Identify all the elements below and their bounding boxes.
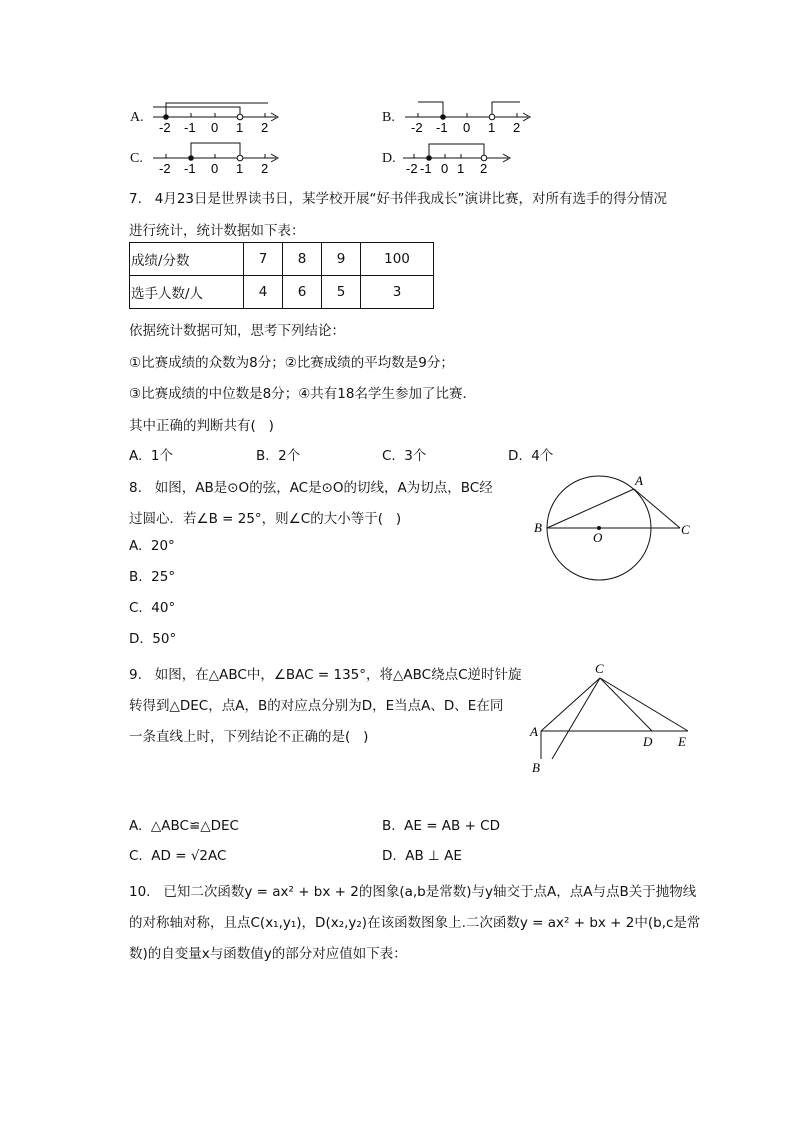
tick-label: 0 xyxy=(211,161,219,176)
tick-label: 0 xyxy=(441,161,449,176)
q9-option-c[interactable]: C. AD = √2AC xyxy=(129,848,227,864)
label-d: D xyxy=(643,734,653,749)
chord-ab xyxy=(547,489,634,528)
q8-stem-line2: 过圆心．若∠B = 25°，则∠C的大小等于( ) xyxy=(129,511,402,527)
q9-option-b[interactable]: B. AE = AB + CD xyxy=(382,818,501,834)
q8-option-b[interactable]: B. 25° xyxy=(129,569,176,585)
tick-label: 1 xyxy=(457,161,465,176)
q9-stem-line3: 一条直线上时，下列结论不正确的是( ) xyxy=(129,729,369,745)
table-cell: 8 xyxy=(283,243,322,276)
q7-stem-line6: 其中正确的判断共有( ) xyxy=(129,418,274,434)
q7-option-c[interactable]: C. 3个 xyxy=(382,448,427,464)
q9-option-d[interactable]: D. AB ⊥ AE xyxy=(382,848,462,864)
q7-stem-line5: ③比赛成绩的中位数是8分；④共有18名学生参加了比赛． xyxy=(129,386,476,402)
q8-option-d[interactable]: D. 50° xyxy=(129,631,177,647)
tangent-ac xyxy=(634,489,680,528)
table-cell: 9 xyxy=(322,243,361,276)
q10-stem-line3: 数)的自变量x与函数值y的部分对应值如下表： xyxy=(129,946,407,962)
label-b: B xyxy=(532,760,540,775)
q10-stem-line1: 10. 已知二次函数y = ax² + bx + 2的图象(a,b是常数)与y轴交于点A，点A与点B关于抛物线 xyxy=(129,884,697,900)
q9-option-a[interactable]: A. △ABC≌△DEC xyxy=(129,818,239,834)
q7-stem-line2: 进行统计，统计数据如下表： xyxy=(129,223,305,239)
q7-stem-line1: 7. 4月23日是世界读书日，某学校开展“好书伴我成长”演讲比赛，对所有选手的得分情况 xyxy=(129,191,668,207)
table-cell: 成绩/分数 xyxy=(130,243,244,276)
table-cell: 4 xyxy=(244,276,283,309)
number-line-d xyxy=(400,136,520,176)
label-c: C xyxy=(595,661,604,676)
q10-stem-line2: 的对称轴对称，且点C(x₁,y₁)，D(x₂,y₂)在该函数图象上.二次函数y = ax² + bx + 2中(b,c是常 xyxy=(129,915,701,931)
tick-label: 1 xyxy=(236,161,244,176)
table-cell: 100 xyxy=(361,243,434,276)
circle-tangent-figure xyxy=(530,470,700,585)
table-cell: 3 xyxy=(361,276,434,309)
q6-option-a-letter[interactable]: A. xyxy=(130,110,144,125)
table-row xyxy=(130,243,434,276)
q8-stem-line1: 8. 如图，AB是⊙O的弦，AC是⊙O的切线，A为切点，BC经 xyxy=(129,480,493,496)
label-c: C xyxy=(681,522,690,537)
tick-label: -1 xyxy=(184,120,196,135)
q8-option-a[interactable]: A. 20° xyxy=(129,538,175,554)
table-cell: 6 xyxy=(283,276,322,309)
tick-label: 2 xyxy=(513,120,521,135)
q9-stem-line2: 转得到△DEC，点A，B的对应点分别为D，E当点A、D、E在同 xyxy=(129,698,504,714)
tick-label: -1 xyxy=(184,161,196,176)
tick-label: 2 xyxy=(261,120,269,135)
tick-label: -1 xyxy=(420,161,432,176)
label-a: A xyxy=(635,473,643,488)
tick-label: 2 xyxy=(480,161,488,176)
q6-option-c-letter[interactable]: C. xyxy=(130,151,143,166)
tick-label: 0 xyxy=(211,120,219,135)
q7-stem-line4: ①比赛成绩的众数为8分；②比赛成绩的平均数是9分； xyxy=(129,355,454,371)
tick-label: 0 xyxy=(463,120,471,135)
label-b: B xyxy=(534,520,542,535)
label-a: A xyxy=(530,724,538,739)
table-cell: 选手人数/人 xyxy=(130,276,244,309)
q6-option-d-letter[interactable]: D. xyxy=(382,151,396,166)
tick-label: 1 xyxy=(488,120,496,135)
tick-label: -2 xyxy=(159,120,171,135)
tick-label: -2 xyxy=(411,120,423,135)
table-cell: 7 xyxy=(244,243,283,276)
table-row xyxy=(130,276,434,309)
q7-option-d[interactable]: D. 4个 xyxy=(508,448,554,464)
tick-label: -2 xyxy=(159,161,171,176)
q8-option-c[interactable]: C. 40° xyxy=(129,600,176,616)
q7-option-b[interactable]: B. 2个 xyxy=(256,448,301,464)
rotation-figure xyxy=(525,660,705,775)
q7-option-a[interactable]: A. 1个 xyxy=(129,448,173,464)
tick-label: 2 xyxy=(261,161,269,176)
label-o: O xyxy=(593,530,603,545)
q6-option-b-letter[interactable]: B. xyxy=(382,110,395,125)
table-cell: 5 xyxy=(322,276,361,309)
tick-label: -2 xyxy=(406,161,418,176)
q9-stem-line1: 9. 如图，在△ABC中，∠BAC = 135°，将△ABC绕点C逆时针旋 xyxy=(129,667,522,683)
number-line-a xyxy=(148,95,288,135)
q7-stem-line3: 依据统计数据可知，思考下列结论： xyxy=(129,323,345,339)
score-table xyxy=(129,242,434,309)
tick-label: 1 xyxy=(236,120,244,135)
number-line-c xyxy=(148,136,288,176)
number-line-b xyxy=(400,95,540,135)
tick-label: -1 xyxy=(436,120,448,135)
label-e: E xyxy=(678,734,686,749)
